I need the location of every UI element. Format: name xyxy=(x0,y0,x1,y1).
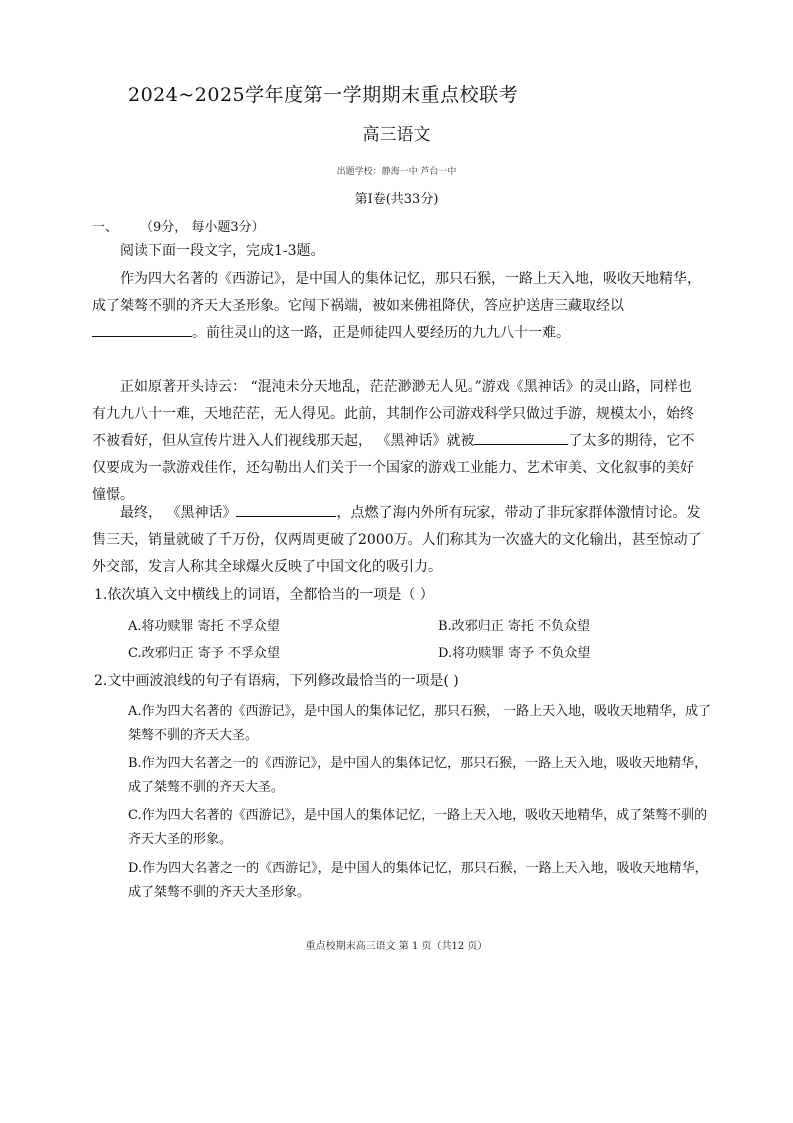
page-footer: 重点校期末高三语文 第 1 页（共12 页） xyxy=(305,941,488,952)
fill-blank-2 xyxy=(474,430,568,445)
q1-option-a[interactable]: A.将功赎罪 寄托 不孚众望 xyxy=(128,619,280,634)
passage-text: 最终， 《黑神话》 xyxy=(120,505,237,521)
volume-heading: 第Ⅰ卷(共33分) xyxy=(354,192,439,207)
q1-option-b[interactable]: B.改邪归正 寄托 不负众望 xyxy=(438,619,590,634)
passage-text: 正如原著开头诗云： “混沌未分天地乱，茫茫渺渺无人见。”游戏《黑神话》的灵山路，同样也有九九八十一难，天地茫茫，无人得见。此前，其制作公司游戏科学只做过手游，规模太小，始终不被看好，但从宣传片进入人们视线那天起， 《黑神话》就被 xyxy=(92,379,694,449)
passage-text: 作为四大名著的《西游记》，是中国人的集体记忆，那只石猴，一路上天入地，吸收天地精华，成了桀骜不驯的齐天大圣形象。它闯下祸端，被如来佛祖降伏，答应护送唐三藏取经以 xyxy=(92,271,701,314)
fill-blank-3 xyxy=(236,502,336,517)
passage-paragraph-1 xyxy=(92,266,704,347)
q2-option-a[interactable]: A.作为四大名著的《西游记》，是中国人的集体记忆，那只石猴， 一路上天入地，吸收天地精华，成了桀骜不驯的齐天大圣。 xyxy=(128,704,712,743)
section-heading xyxy=(92,216,265,235)
setter-schools: 出题学校：静海一中 芦台一中 xyxy=(336,167,457,177)
section-info: （9分， 每小题3分） xyxy=(140,220,265,235)
question-2-stem: 2.文中画波浪线的句子有语病，下列修改最恰当的一项是( ) xyxy=(94,673,459,689)
subject-title: 高三语文 xyxy=(362,125,431,145)
question-1-stem: 1.依次填入文中横线上的词语，全都恰当的一项是（ ） xyxy=(94,587,434,603)
q2-option-c[interactable]: C.作为四大名著的《西游记》，是中国人的集体记忆，一路上天入地，吸收天地精华，成了桀骜不驯的齐天大圣的形象。 xyxy=(128,808,708,847)
reading-instruction: 阅读下面一段文字，完成1-3题。 xyxy=(120,243,325,259)
fill-blank-1 xyxy=(92,322,192,337)
passage-paragraph-2 xyxy=(92,374,704,509)
q1-option-d[interactable]: D.将功赎罪 寄予 不负众望 xyxy=(438,646,591,661)
passage-text: 。前往灵山的这一路，正是师徒四人要经历的九九八十一难。 xyxy=(192,325,570,341)
passage-paragraph-3 xyxy=(92,500,704,581)
section-number: 一、 xyxy=(92,220,119,235)
q2-option-b[interactable]: B.作为四大名著之一的《西游记》，是中国人的集体记忆，那只石猴，一路上天入地，吸收天地精华，成了桀骜不驯的齐天大圣。 xyxy=(128,756,708,795)
exam-title: 2024~2025学年度第一学期期末重点校联考 xyxy=(128,84,519,106)
passage-text: 了太多的期待，它不仅要成为一款游戏佳作，还勾勒出人们关于一个国家的游戏工业能力、艺术审美、文化叙事的美好憧憬。 xyxy=(92,433,695,503)
q1-option-c[interactable]: C.改邪归正 寄予 不孚众望 xyxy=(128,646,280,661)
passage-text: ，点燃了海内外所有玩家，带动了非玩家群体激情讨论。发售三天，销量就破了千万份，仅两周更破了2000万。人们称其为一次盛大的文化输出，甚至惊动了外交部，发言人称其全球爆火反映了中国文化的吸引力。 xyxy=(92,505,702,575)
q2-option-d[interactable]: D.作为四大名著之一的《西游记》，是中国人的集体记忆，那只石猴，一路上天入地，吸收天地精华，成了桀骜不驯的齐天大圣形象。 xyxy=(128,861,708,900)
